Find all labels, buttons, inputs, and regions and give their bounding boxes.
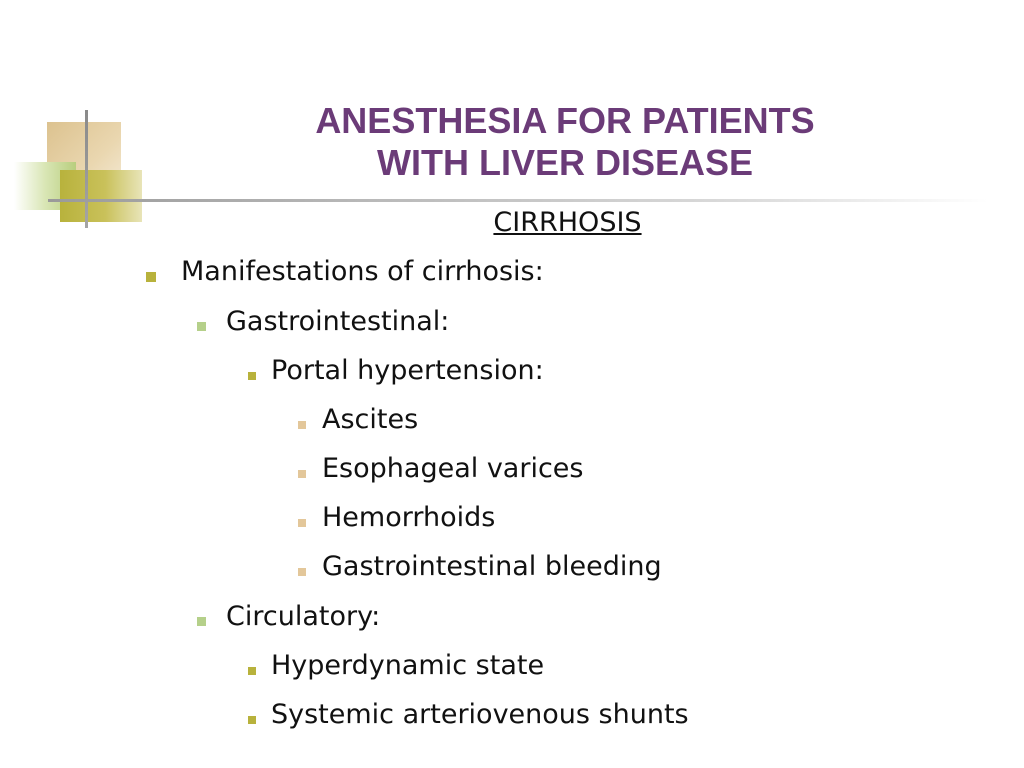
bullet-text: Esophageal varices	[322, 453, 584, 484]
bullet-square-icon	[248, 667, 256, 675]
bullet-item	[271, 698, 689, 732]
bullet-square-icon	[248, 372, 256, 380]
bullet-text: Hemorrhoids	[322, 502, 496, 533]
slide-title-line-1: ANESTHESIA FOR PATIENTS	[315, 100, 815, 141]
bullet-text: Circulatory:	[226, 601, 381, 632]
bullet-item	[322, 403, 418, 437]
bullet-square-icon	[298, 519, 306, 527]
bullet-text: Hyperdynamic state	[271, 650, 545, 681]
bullet-square-icon	[298, 568, 306, 576]
bullet-text: Portal hypertension:	[271, 355, 544, 386]
bullet-text: Systemic arteriovenous shunts	[271, 699, 689, 730]
bullet-item	[271, 649, 544, 683]
bullet-text: Gastrointestinal bleeding	[322, 551, 662, 582]
slide-subtitle: CIRRHOSIS	[493, 207, 642, 238]
bullet-item	[271, 354, 544, 388]
bullet-item	[226, 600, 380, 634]
bullet-square-icon	[197, 617, 206, 626]
bullet-item	[226, 305, 449, 339]
bullet-square-icon	[298, 421, 306, 429]
slide-title-line-2: WITH LIVER DISEASE	[376, 142, 754, 183]
bullet-square-icon	[146, 272, 156, 282]
bullet-item	[322, 501, 495, 535]
bullet-item	[181, 255, 544, 289]
bullet-text: Gastrointestinal:	[226, 306, 450, 337]
bullet-text: Manifestations of cirrhosis:	[181, 256, 544, 287]
bullet-text: Ascites	[322, 404, 419, 435]
bullet-square-icon	[197, 322, 206, 331]
bullet-square-icon	[248, 716, 256, 724]
bullet-square-icon	[298, 470, 306, 478]
bullet-item	[322, 550, 662, 584]
bullet-item	[322, 452, 583, 486]
